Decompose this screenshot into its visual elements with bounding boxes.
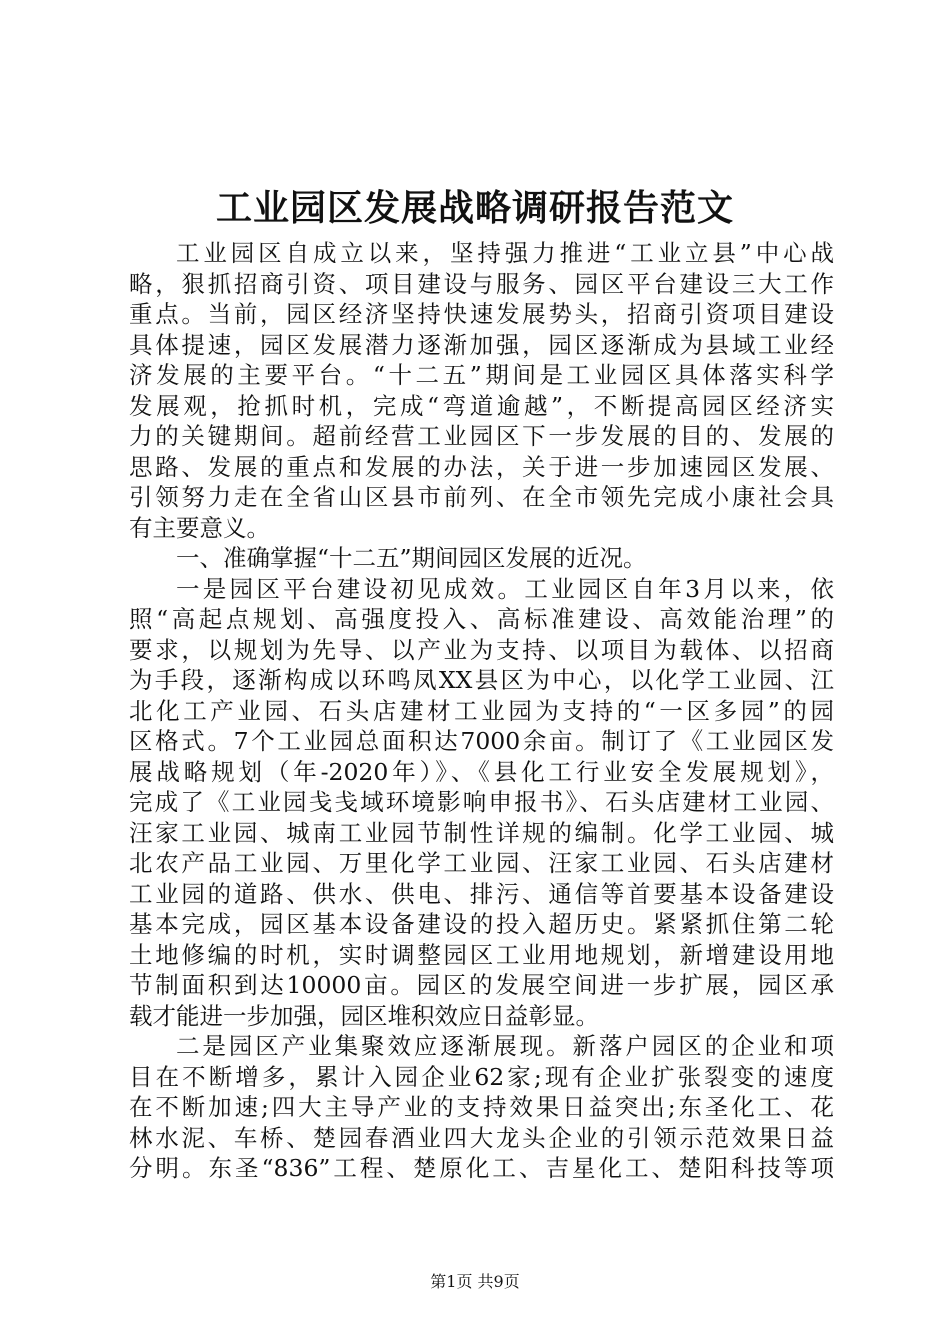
- text-line: 在不断加速;四大主导产业的支持效果日益突出;东圣化工、花: [129, 1093, 834, 1121]
- document-body: [129, 238, 834, 1184]
- paragraph-platform: [129, 574, 834, 1032]
- text-line: 北农产品工业园、万里化学工业园、汪家工业园、石头店建材: [129, 849, 834, 877]
- text-line: 展战略规划（年-2020年）》、《县化工行业安全发展规划》，: [129, 757, 834, 786]
- text-line: 汪家工业园、城南工业园节制性详规的编制。化学工业园、城: [129, 818, 834, 847]
- text-line: 二是园区产业集聚效应逐渐展现。新落户园区的企业和项: [176, 1032, 834, 1060]
- text-line: 土地修编的时机，实时调整园区工业用地规划，新增建设用地: [129, 940, 834, 969]
- text-line: 照“高起点规划、高强度投入、高标准建设、高效能治理”的: [129, 605, 834, 633]
- text-line: 发展观，抢抓时机，完成“弯道逾越”，不断提高园区经济实: [129, 391, 834, 420]
- text-line: 引领努力走在全省山区县市前列、在全市领先完成小康社会具: [129, 483, 834, 511]
- text-line: 北化工产业园、石头店建材工业园为支持的“一区多园”的园: [129, 696, 834, 725]
- text-line: 具体提速，园区发展潜力逐渐加强，园区逐渐成为县域工业经: [129, 330, 834, 359]
- text-line: 目在不断增多，累计入园企业62家;现有企业扩张裂变的速度: [129, 1062, 834, 1091]
- text-line: 有主要意义。: [129, 513, 270, 542]
- text-line: 一、准确掌握“十二五”期间园区发展的近况。: [176, 544, 647, 572]
- text-line: 节制面积到达10000亩。园区的发展空间进一步扩展，园区承: [129, 971, 834, 999]
- text-line: 一是园区平台建设初见成效。工业园区自年3月以来，依: [176, 574, 834, 603]
- section-heading: [129, 543, 834, 574]
- document-title: 工业园区发展战略调研报告范文: [215, 187, 734, 229]
- text-line: 基本完成，园区基本设备建设的投入超历史。紧紧抓住第二轮: [129, 910, 834, 938]
- page-footer: 第1页 共9页: [430, 1272, 520, 1291]
- text-line: 济发展的主要平台。“十二五”期间是工业园区具体落实科学: [129, 361, 834, 389]
- text-line: 工业园区自成立以来，坚持强力推进“工业立县”中心战: [176, 239, 834, 267]
- text-line: 完成了《工业园戋戋域环境影响申报书》、石头店建材工业园、: [129, 788, 834, 816]
- text-line: 略，狠抓招商引资、项目建设与服务、园区平台建设三大工作: [129, 269, 834, 298]
- text-line: 重点。当前，园区经济坚持快速发展势头，招商引资项目建设: [129, 300, 834, 328]
- text-line: 载才能进一步加强，园区堆积效应日益彰显。: [129, 1001, 599, 1030]
- text-line: 要求，以规划为先导、以产业为支持、以项目为载体、以招商: [129, 635, 834, 664]
- text-line: 思路、发展的重点和发展的办法，关于进一步加速园区发展、: [129, 452, 834, 481]
- paragraph-industry: [129, 1031, 834, 1184]
- text-line: 林水泥、车桥、楚园春酒业四大龙头企业的引领示范效果日益: [129, 1123, 834, 1152]
- text-line: 分明。东圣“836”工程、楚原化工、吉星化工、楚阳科技等项: [129, 1154, 834, 1182]
- text-line: 工业园的道路、供水、供电、排污、通信等首要基本设备建设: [129, 879, 834, 908]
- text-line: 力的关键期间。超前经营工业园区下一步发展的目的、发展的: [129, 422, 834, 450]
- paragraph-intro: [129, 238, 834, 543]
- text-line: 为手段，逐渐构成以环鸣凤XX县区为中心，以化学工业园、江: [129, 666, 834, 694]
- text-line: 区格式。7个工业园总面积达7000余亩。制订了《工业园区发: [129, 727, 834, 755]
